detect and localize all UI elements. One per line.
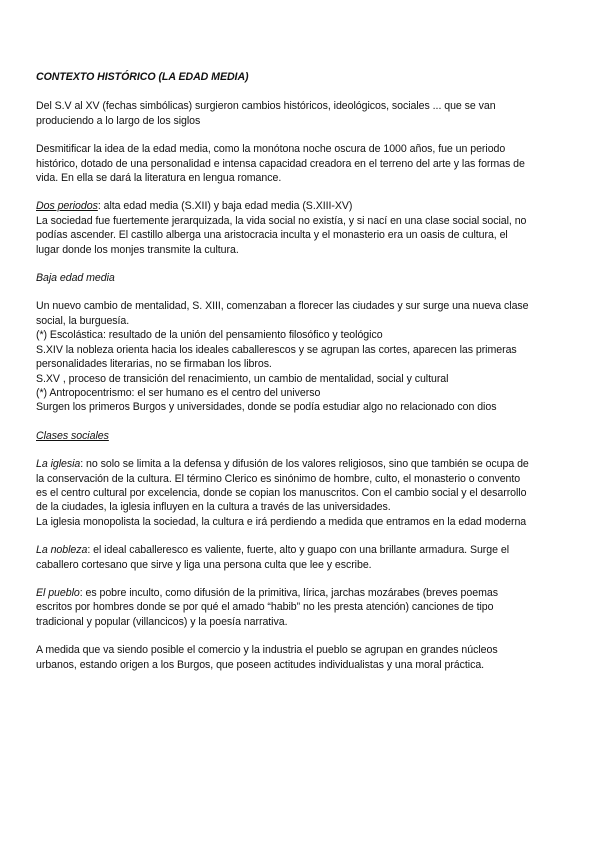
- periodos-heading-rest: : alta edad media (S.XII) y baja edad media (S.XIII-XV): [97, 200, 353, 213]
- text-line: S.XIV la nobleza orienta hacia los ideales caballerescos y se agrupan las cortes, aparecen las primeras: [36, 343, 517, 356]
- pueblo-first-line: [36, 586, 556, 600]
- text-line: produciendo a lo largo de los siglos: [36, 114, 201, 127]
- pueblo-label: El pueblo: [36, 586, 80, 599]
- text-line: Del S.V al XV (fechas simbólicas) surgieron cambios históricos, ideológicos, sociales ... que se van: [36, 100, 496, 113]
- text-line: S.XV , proceso de transición del renacimiento, un cambio de mentalidad, social y cultural: [36, 372, 449, 385]
- comercio-paragraph: [36, 643, 556, 672]
- text-line: de la ciudades, la iglesia influyen en la cultura a través de las universidades.: [36, 501, 391, 514]
- periodos-heading: Dos periodos: [36, 200, 98, 213]
- text-line: podías ascender. El castillo alberga una aristocracia inculta y el monasterio era un oasis de cultura, el: [36, 229, 508, 242]
- document-page: [36, 70, 556, 686]
- text-line: caballero cortesano que sirve y liga una persona culta que lee y escribe.: [36, 558, 372, 571]
- text-line: Desmitificar la idea de la edad media, como la monótona noche oscura de 1000 años, fue un periodo: [36, 143, 506, 156]
- pueblo-paragraph: [36, 586, 556, 629]
- nobleza-label: La nobleza: [36, 544, 88, 557]
- text-line: La sociedad fue fuertemente jerarquizada, la vida social no existía, y si nací en una clase social social, no: [36, 214, 527, 227]
- iglesia-line1-rest: : no solo se limita a la defensa y difusión de los valores religiosos, sino que también se ocupa de: [80, 458, 529, 471]
- iglesia-label: La iglesia: [36, 458, 81, 471]
- text-line: vida. En ella se dará la literatura en lengua romance.: [36, 172, 282, 185]
- text-line: Surgen los primeros Burgos y universidades, donde se podía estudiar algo no relacionado con dios: [36, 401, 497, 414]
- desmitificar-paragraph: [36, 142, 556, 185]
- baja-heading-paragraph: [36, 271, 556, 285]
- baja-paragraph: [36, 299, 556, 414]
- clases-heading-paragraph: [36, 429, 556, 443]
- intro-paragraph: [36, 99, 556, 128]
- text-line: lugar donde los monjes transmite la cultura.: [36, 243, 239, 256]
- text-line: escritos por hombres donde se por qué el amado “habib” no les presta atención) canciones de tipo: [36, 601, 494, 614]
- text-line: (*) Antropocentrismo: el ser humano es el centro del universo: [36, 386, 321, 399]
- periodos-paragraph: [36, 199, 556, 257]
- text-line: tradicional y popular (villancicos) y la poesía narrativa.: [36, 615, 288, 628]
- clases-sociales-heading: Clases sociales: [36, 429, 109, 442]
- text-line: es el centro cultural por excelencia, donde se copian los manuscritos. Con el cambio social y el desarrollo: [36, 486, 527, 499]
- text-line: personalidades literarias, no se firmaban los libros.: [36, 358, 272, 371]
- page-title: CONTEXTO HISTÓRICO (LA EDAD MEDIA): [36, 71, 249, 83]
- iglesia-first-line: [36, 457, 556, 471]
- text-line: (*) Escolástica: resultado de la unión del pensamiento filosófico y teológico: [36, 329, 383, 342]
- nobleza-paragraph: [36, 543, 556, 572]
- iglesia-paragraph: [36, 457, 556, 529]
- text-line: urbanos, estando origen a los Burgos, que poseen actitudes individualistas y una moral práctica.: [36, 658, 485, 671]
- text-line: A medida que va siendo posible el comercio y la industria el pueblo se agrupan en grandes núcleos: [36, 644, 498, 657]
- baja-edad-media-heading: Baja edad media: [36, 272, 115, 285]
- text-line: histórico, dotado de una personalidad e intensa capacidad creadora en el terreno del arte y las formas de: [36, 157, 525, 170]
- pueblo-line1-rest: : es pobre inculto, como difusión de la primitiva, lírica, jarchas mozárabes (breves poemas: [79, 586, 498, 599]
- nobleza-first-line: [36, 543, 556, 557]
- periodos-heading-line: [36, 199, 556, 213]
- nobleza-line1-rest: : el ideal caballeresco es valiente, fuerte, alto y guapo con una brillante armadura. Surge el: [87, 544, 510, 557]
- text-line: La iglesia monopolista la sociedad, la cultura e irá perdiendo a medida que entramos en la edad moderna: [36, 515, 527, 528]
- text-line: la conservación de la cultura. El término Clerico es sinónimo de hombre, culto, el monasterio o convento: [36, 472, 521, 485]
- text-line: social, la burguesía.: [36, 314, 130, 327]
- text-line: Un nuevo cambio de mentalidad, S. XIII, comenzaban a florecer las ciudades y sur surge una nueva clase: [36, 300, 529, 313]
